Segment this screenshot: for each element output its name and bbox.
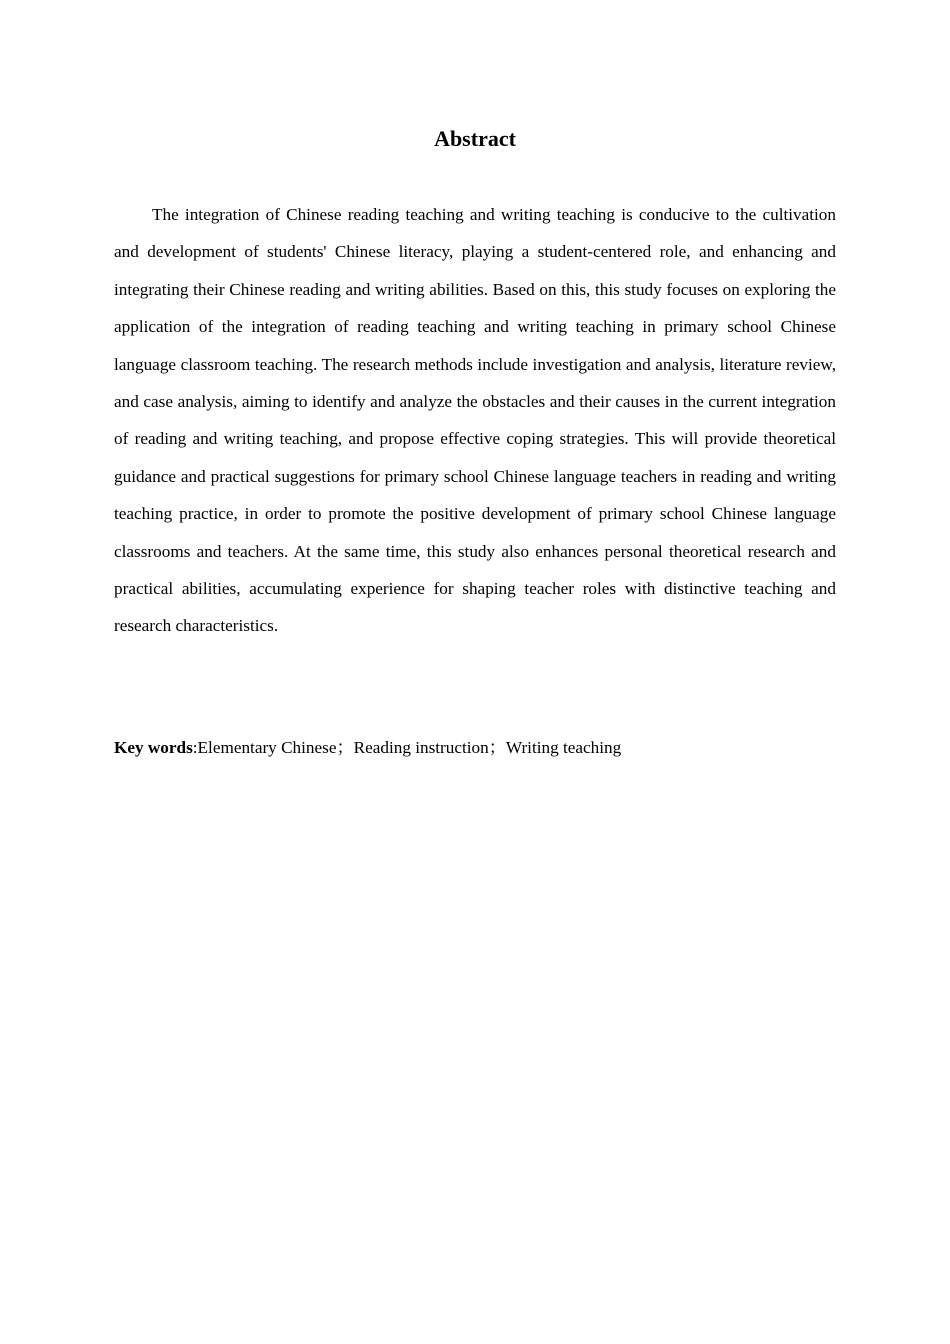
keywords-text: :Elementary Chinese；Reading instruction；Writing teaching bbox=[192, 738, 622, 757]
keywords-label: Key words bbox=[114, 738, 193, 757]
abstract-title: Abstract bbox=[434, 126, 516, 151]
abstract-body: The integration of Chinese reading teaching and writing teaching is conducive to the cultivation and development of students' Chinese literacy, playing a student-centered role, and enhancing and integrating their Chinese reading and writing abilities. Based on this, this study focuses on exploring the application of the integration of reading teaching and writing teaching in primary school Chinese language classroom teaching. The research methods include investigation and analysis, literature review, and case analysis, aiming to identify and analyze the obstacles and their causes in the current integration of reading and writing teaching, and propose effective coping strategies. This will provide theoretical guidance and practical suggestions for primary school Chinese language teachers in reading and writing teaching practice, in order to promote the positive development of primary school Chinese language classrooms and teachers. At the same time, this study also enhances personal theoretical research and practical abilities, accumulating experience for shaping teacher roles with distinctive teaching and research characteristics. bbox=[114, 205, 836, 636]
keywords-line bbox=[114, 732, 836, 764]
